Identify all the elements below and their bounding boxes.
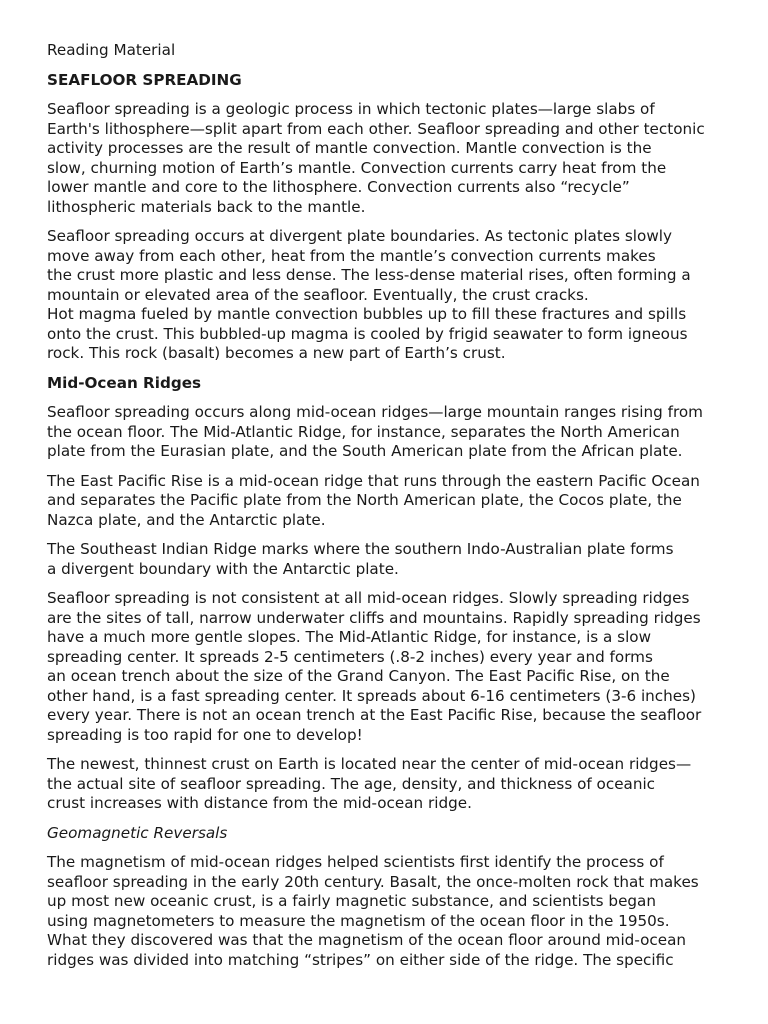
mid-ocean-ridges-heading: Mid-Ocean Ridges	[47, 373, 202, 392]
text-line: an ocean trench about the size of the Grand Canyon. The East Pacific Rise, on the	[47, 667, 670, 685]
text-line: The magnetism of mid-ocean ridges helped scientists first identify the process of	[47, 853, 664, 871]
text-line: rock. This rock (basalt) becomes a new part of Earth’s crust.	[47, 344, 506, 362]
text-line: The newest, thinnest crust on Earth is located near the center of mid-ocean ridges—	[47, 755, 692, 773]
text-line: other hand, is a fast spreading center. It spreads about 6-16 centimeters (3-6 inches)	[47, 686, 696, 705]
text-line: have a much more gentle slopes. The Mid-Atlantic Ridge, for instance, is a slow	[47, 628, 652, 646]
mid-atlantic-ridge-paragraph	[47, 403, 727, 462]
document-label: Reading Material	[47, 41, 176, 59]
spreading-rates-paragraph	[47, 589, 727, 745]
intro-paragraph	[47, 100, 727, 217]
text-line: Seafloor spreading occurs along mid-ocean ridges—large mountain ranges rising from	[47, 403, 703, 421]
text-line: lower mantle and core to the lithosphere. Convection currents also “recycle”	[47, 178, 630, 196]
text-line: up most new oceanic crust, is a fairly magnetic substance, and scientists began	[47, 892, 656, 910]
text-line: spreading center. It spreads 2-5 centimeters (.8-2 inches) every year and forms	[47, 647, 653, 666]
geomagnetic-reversals-heading: Geomagnetic Reversals	[47, 823, 228, 842]
text-line: slow, churning motion of Earth’s mantle. Convection currents carry heat from the	[47, 158, 667, 177]
text-line: What they discovered was that the magnetism of the ocean floor around mid-ocean	[47, 931, 687, 949]
text-line: Hot magma fueled by mantle convection bubbles up to fill these fractures and spills	[47, 305, 687, 323]
text-line: move away from each other, heat from the mantle’s convection currents makes	[47, 246, 656, 265]
text-line: ridges was divided into matching “stripes” on either side of the ridge. The specific	[47, 950, 674, 969]
text-line: Seafloor spreading occurs at divergent plate boundaries. As tectonic plates slowly	[47, 227, 672, 245]
magnetism-paragraph	[47, 853, 727, 970]
east-pacific-rise-paragraph	[47, 472, 727, 531]
text-line: Earth's lithosphere—split apart from each other. Seafloor spreading and other tectonic	[47, 119, 705, 138]
text-line: are the sites of tall, narrow underwater cliffs and mountains. Rapidly spreading ridges	[47, 608, 701, 627]
southeast-indian-ridge-paragraph	[47, 540, 727, 579]
text-line: and separates the Pacific plate from the North American plate, the Cocos plate, the	[47, 491, 682, 509]
reading-document	[47, 41, 727, 980]
text-line: the crust more plastic and less dense. The less-dense material rises, often forming a	[47, 266, 691, 284]
text-line: mountain or elevated area of the seafloor. Eventually, the crust cracks.	[47, 285, 589, 304]
text-line: a divergent boundary with the Antarctic plate.	[47, 559, 399, 578]
text-line: onto the crust. This bubbled-up magma is cooled by frigid seawater to form igneous	[47, 324, 688, 343]
text-line: The East Pacific Rise is a mid-ocean ridge that runs through the eastern Pacific Ocean	[47, 471, 700, 490]
text-line: Seafloor spreading is a geologic process in which tectonic plates—large slabs of	[47, 100, 655, 118]
text-line: every year. There is not an ocean trench at the East Pacific Rise, because the seafloor	[47, 706, 702, 724]
text-line: Seafloor spreading is not consistent at all mid-ocean ridges. Slowly spreading ridges	[47, 589, 690, 607]
text-line: seafloor spreading in the early 20th century. Basalt, the once-molten rock that makes	[47, 872, 699, 891]
divergent-boundaries-paragraph	[47, 227, 727, 364]
text-line: Nazca plate, and the Antarctic plate.	[47, 510, 326, 529]
text-line: the ocean floor. The Mid-Atlantic Ridge, for instance, separates the North American	[47, 422, 680, 441]
text-line: the actual site of seafloor spreading. The age, density, and thickness of oceanic	[47, 774, 656, 793]
text-line: plate from the Eurasian plate, and the South American plate from the African plate.	[47, 442, 683, 460]
text-line: lithospheric materials back to the mantle.	[47, 197, 366, 216]
document-title: SEAFLOOR SPREADING	[47, 70, 242, 89]
text-line: using magnetometers to measure the magnetism of the ocean floor in the 1950s.	[47, 911, 670, 930]
newest-crust-paragraph	[47, 755, 727, 814]
text-line: activity processes are the result of mantle convection. Mantle convection is the	[47, 139, 652, 157]
text-line: crust increases with distance from the mid-ocean ridge.	[47, 794, 472, 812]
text-line: The Southeast Indian Ridge marks where the southern Indo-Australian plate forms	[47, 540, 674, 558]
text-line: spreading is too rapid for one to develop!	[47, 725, 363, 744]
